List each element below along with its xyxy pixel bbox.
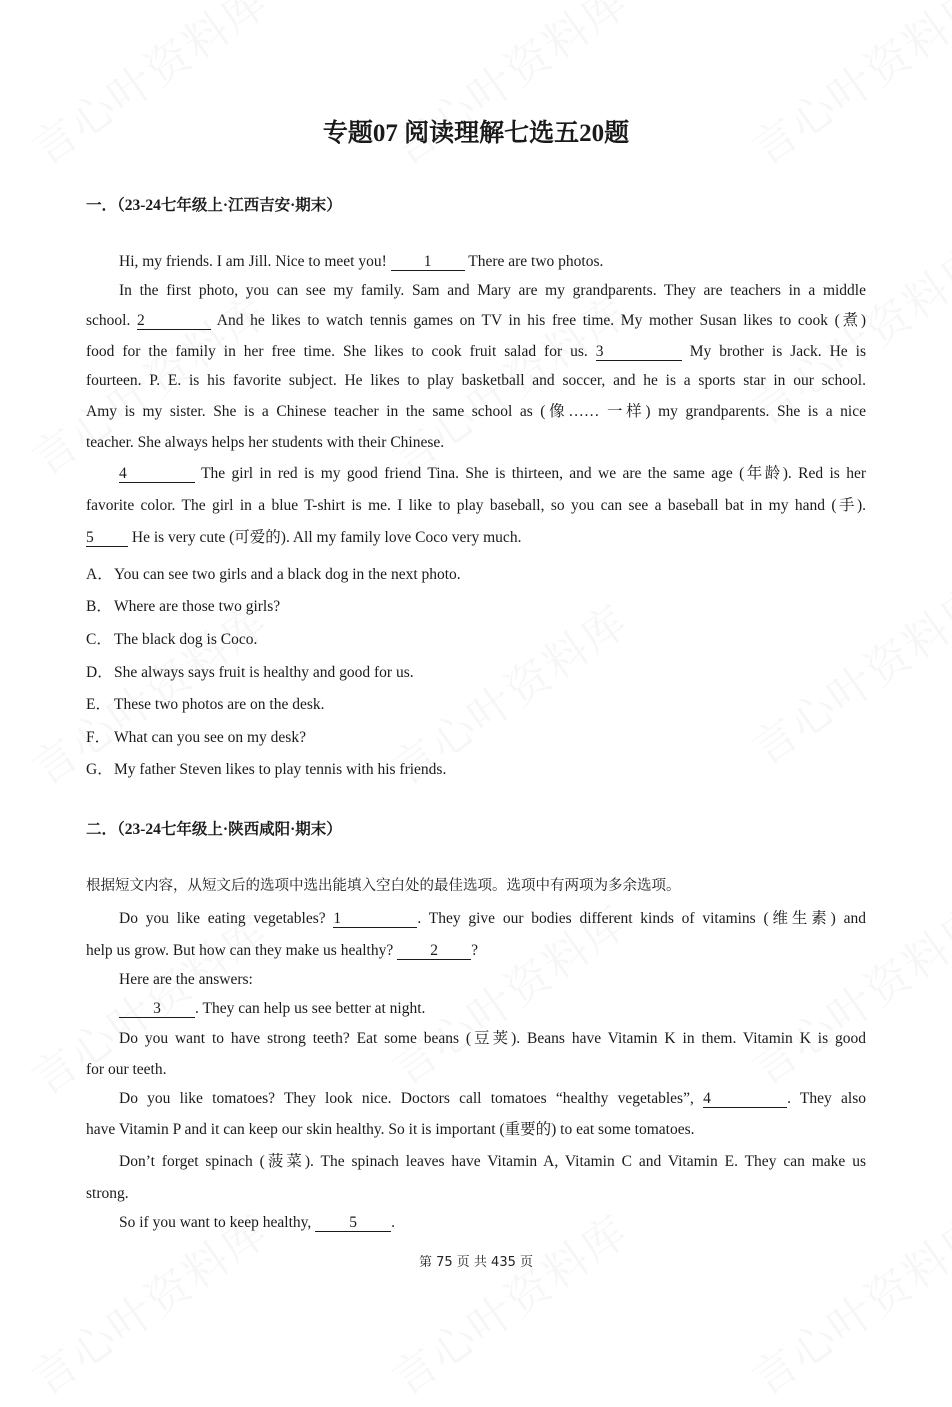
passage-line: So if you want to keep healthy, 5 . — [119, 1214, 396, 1231]
answer-blank[interactable]: 5 — [315, 1213, 391, 1233]
page-title: 专题07 阅读理解七选五20题 — [322, 120, 630, 147]
option-c: C． The black dog is Coco. — [86, 631, 258, 648]
passage-line: Here are the answers: — [119, 971, 253, 988]
answer-blank[interactable]: 1 — [391, 252, 465, 272]
option-e: E． These two photos are on the desk. — [86, 696, 325, 713]
passage-line: Amy is my sister. She is a Chinese teacher in the same school as (像…… 一样) my grandparents. She is a nice — [86, 403, 866, 420]
option-a: A．You can see two girls and a black dog in the next photo. — [86, 566, 461, 583]
passage-line: teacher. She always helps her students with their Chinese. — [86, 434, 445, 451]
answer-blank[interactable]: 2 — [397, 941, 471, 961]
instruction-text: 根据短文内容，从短文后的选项中选出能填入空白处的最佳选项。选项中有两项为多余选项。 — [86, 878, 681, 894]
passage-line: have Vitamin P and it can keep our skin healthy. So it is important (重要的) to eat some tomatoes. — [86, 1121, 695, 1138]
passage-line: favorite color. The girl in a blue T-shirt is me. I like to play baseball, so you can see a baseball bat in my hand (手). — [86, 497, 866, 514]
passage-line: 5 He is very cute (可爱的). All my family love Coco very much. — [86, 529, 522, 546]
passage-line: Don’t forget spinach (菠菜). The spinach leaves have Vitamin A, Vitamin C and Vitamin E. They can make us — [119, 1153, 866, 1170]
passage-line: help us grow. But how can they make us healthy? 2 ? — [86, 942, 478, 959]
passage-line: fourteen. P. E. is his favorite subject. He likes to play basketball and soccer, and he is a sports star in our school. — [86, 372, 866, 389]
watermark — [17, 0, 280, 177]
section-1-heading: 一．（23-24七年级上·江西吉安·期末） — [86, 197, 342, 214]
watermark — [737, 567, 952, 778]
answer-blank[interactable]: 3 — [119, 999, 195, 1019]
answer-blank[interactable]: 5 — [86, 528, 128, 548]
passage-line: Do you like eating vegetables? 1 . They give our bodies different kinds of vitamins (维生素) and — [119, 910, 866, 927]
answer-blank[interactable]: 1 — [333, 909, 417, 929]
passage-line: strong. — [86, 1185, 129, 1202]
option-d: D．She always says fruit is healthy and good for us. — [86, 664, 414, 681]
watermark — [737, 0, 952, 177]
option-g: G．My father Steven likes to play tennis with his friends. — [86, 761, 447, 778]
passage-line: 4 The girl in red is my good friend Tina. She is thirteen, and we are the same age (年龄). Red is her — [119, 465, 866, 482]
watermark — [377, 0, 640, 177]
answer-blank[interactable]: 4 — [119, 464, 195, 484]
passage-line: Do you want to have strong teeth? Eat some beans (豆荚). Beans have Vitamin K in them. Vitamin K is good — [119, 1030, 866, 1047]
passage-line: In the first photo, you can see my family. Sam and Mary are my grandparents. They are teachers in a middle — [119, 282, 866, 299]
passage-line: Hi, my friends. I am Jill. Nice to meet you! 1 There are two photos. — [119, 253, 604, 270]
answer-blank[interactable]: 3 — [596, 342, 682, 362]
passage-line: school. 2 And he likes to watch tennis games on TV in his free time. My mother Susan likes to cook (煮) — [86, 312, 867, 329]
answer-blank[interactable]: 4 — [703, 1089, 787, 1109]
passage-line: Do you like tomatoes? They look nice. Doctors call tomatoes “healthy vegetables”, 4 . They also — [119, 1090, 866, 1107]
passage-line: for our teeth. — [86, 1061, 167, 1078]
page-footer: 第 75 页 共 435 页 — [418, 1255, 534, 1270]
passage-line: food for the family in her free time. She likes to cook fruit salad for us. 3 My brother is Jack. He is — [86, 343, 866, 360]
option-f: F． What can you see on my desk? — [86, 729, 306, 746]
section-2-heading: 二．（23-24七年级上·陕西咸阳·期末） — [86, 821, 342, 838]
option-b: B． Where are those two girls? — [86, 598, 281, 615]
answer-blank[interactable]: 2 — [137, 311, 211, 331]
passage-line: 3 . They can help us see better at night. — [86, 999, 866, 1019]
